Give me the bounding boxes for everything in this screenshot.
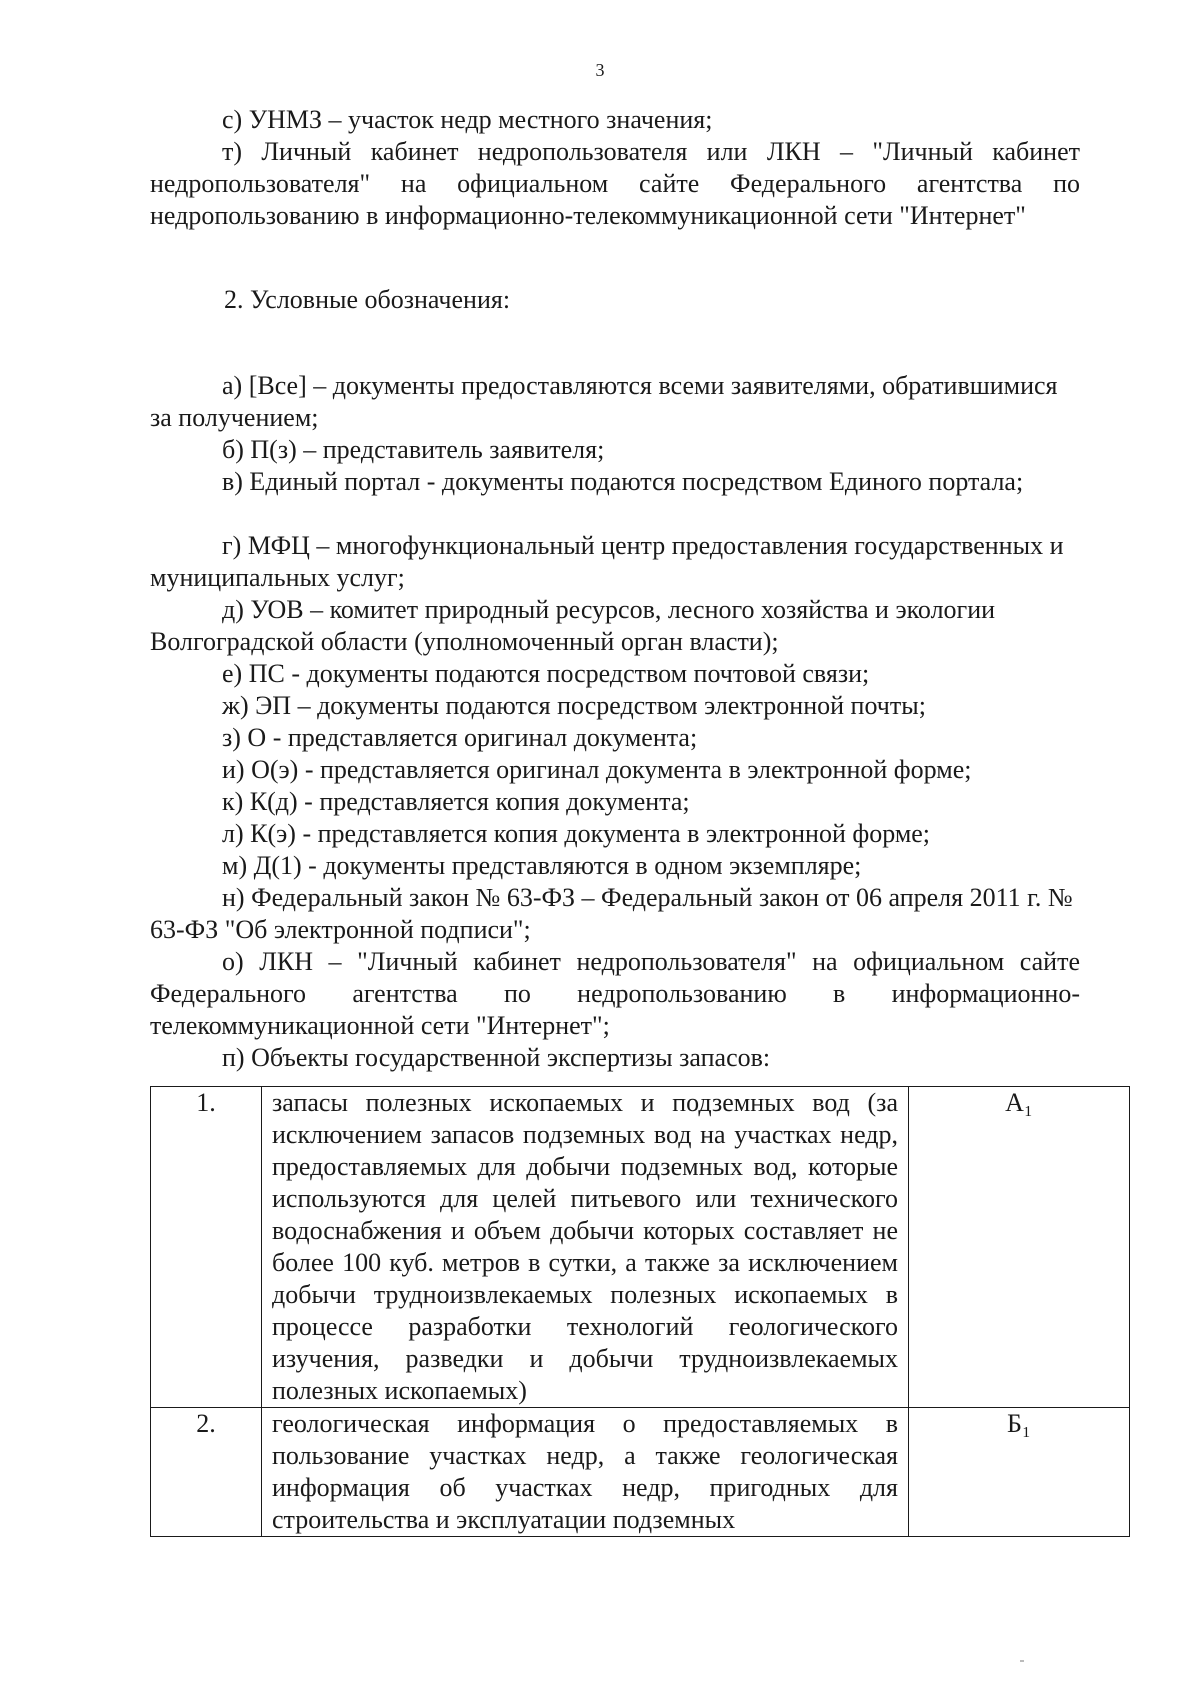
definition-s: с) УНМЗ – участок недр местного значения; bbox=[222, 105, 713, 134]
table-row bbox=[151, 1408, 1130, 1537]
legend-item-o: о) ЛКН – "Личный кабинет недропользователя" на официальном сайте Федерального агентства по недропользованию в информационно-телекоммуникационной сети "Интернет"; bbox=[150, 947, 1080, 1040]
page-number: 3 bbox=[595, 60, 605, 80]
definition-t: т) Личный кабинет недропользователя или ЛКН – "Личный кабинет недропользователя" на официальном сайте Федерального агентства по недропользованию в информационно-телекоммуникационной сети "Интернет" bbox=[150, 137, 1080, 230]
section-heading: 2. Условные обозначения: bbox=[224, 285, 511, 314]
legend-item-d: д) УОВ – комитет природный ресурсов, лесного хозяйства и экологии Волгоградской области (уполномоченный орган власти); bbox=[150, 595, 996, 656]
legend-item-p: п) Объекты государственной экспертизы запасов: bbox=[222, 1043, 771, 1072]
legend-item-l: л) К(э) - представляется копия документа в электронной форме; bbox=[222, 819, 931, 848]
legend-item-b: б) П(з) – представитель заявителя; bbox=[222, 435, 605, 464]
scan-mark bbox=[1020, 1660, 1024, 1662]
table-row bbox=[151, 1087, 1130, 1408]
row-description: запасы полезных ископаемых и подземных вод (за исключением запасов подземных вод на участках недр, предоставляемых для добычи подземных вод, которые используются для целей питьевого или технического водоснабжения и объем добычи которых составляет не более 100 куб. метров в сутки, а также за исключением добычи трудноизвлекаемых полезных ископаемых в процессе разработки технологий геологического изучения, разведки и добычи трудноизвлекаемых полезных ископаемых) bbox=[262, 1087, 909, 1408]
legend-item-e: е) ПС - документы подаются посредством почтовой связи; bbox=[222, 659, 870, 688]
row-category-code: Б₁ bbox=[909, 1408, 1130, 1537]
legend-item-g: г) МФЦ – многофункциональный центр предоставления государственных и муниципальных услуг; bbox=[150, 531, 1064, 592]
legend-item-i: и) О(э) - представляется оригинал документа в электронной форме; bbox=[222, 755, 972, 784]
legend-item-zh: ж) ЭП – документы подаются посредством электронной почты; bbox=[222, 691, 926, 720]
objects-table bbox=[150, 1086, 1130, 1537]
row-category-code: А₁ bbox=[909, 1087, 1130, 1408]
legend-item-v: в) Единый портал - документы подаются посредством Единого портала; bbox=[222, 467, 1024, 496]
row-description: геологическая информация о предоставляемых в пользование участках недр, а также геологическая информация об участках недр, пригодных для строительства и эксплуатации подземных bbox=[262, 1408, 909, 1537]
legend-item-a: а) [Все] – документы предоставляются всеми заявителями, обратившимися за получением; bbox=[150, 371, 1058, 432]
row-number: 1. bbox=[151, 1087, 262, 1408]
legend-item-z: з) О - представляется оригинал документа; bbox=[222, 723, 698, 752]
row-number: 2. bbox=[151, 1408, 262, 1537]
legend-item-n: н) Федеральный закон № 63-ФЗ – Федеральный закон от 06 апреля 2011 г. № 63-ФЗ "Об электронной подписи"; bbox=[150, 883, 1073, 944]
legend-item-m: м) Д(1) - документы представляются в одном экземпляре; bbox=[222, 851, 862, 880]
legend-item-k: к) К(д) - представляется копия документа; bbox=[222, 787, 690, 816]
